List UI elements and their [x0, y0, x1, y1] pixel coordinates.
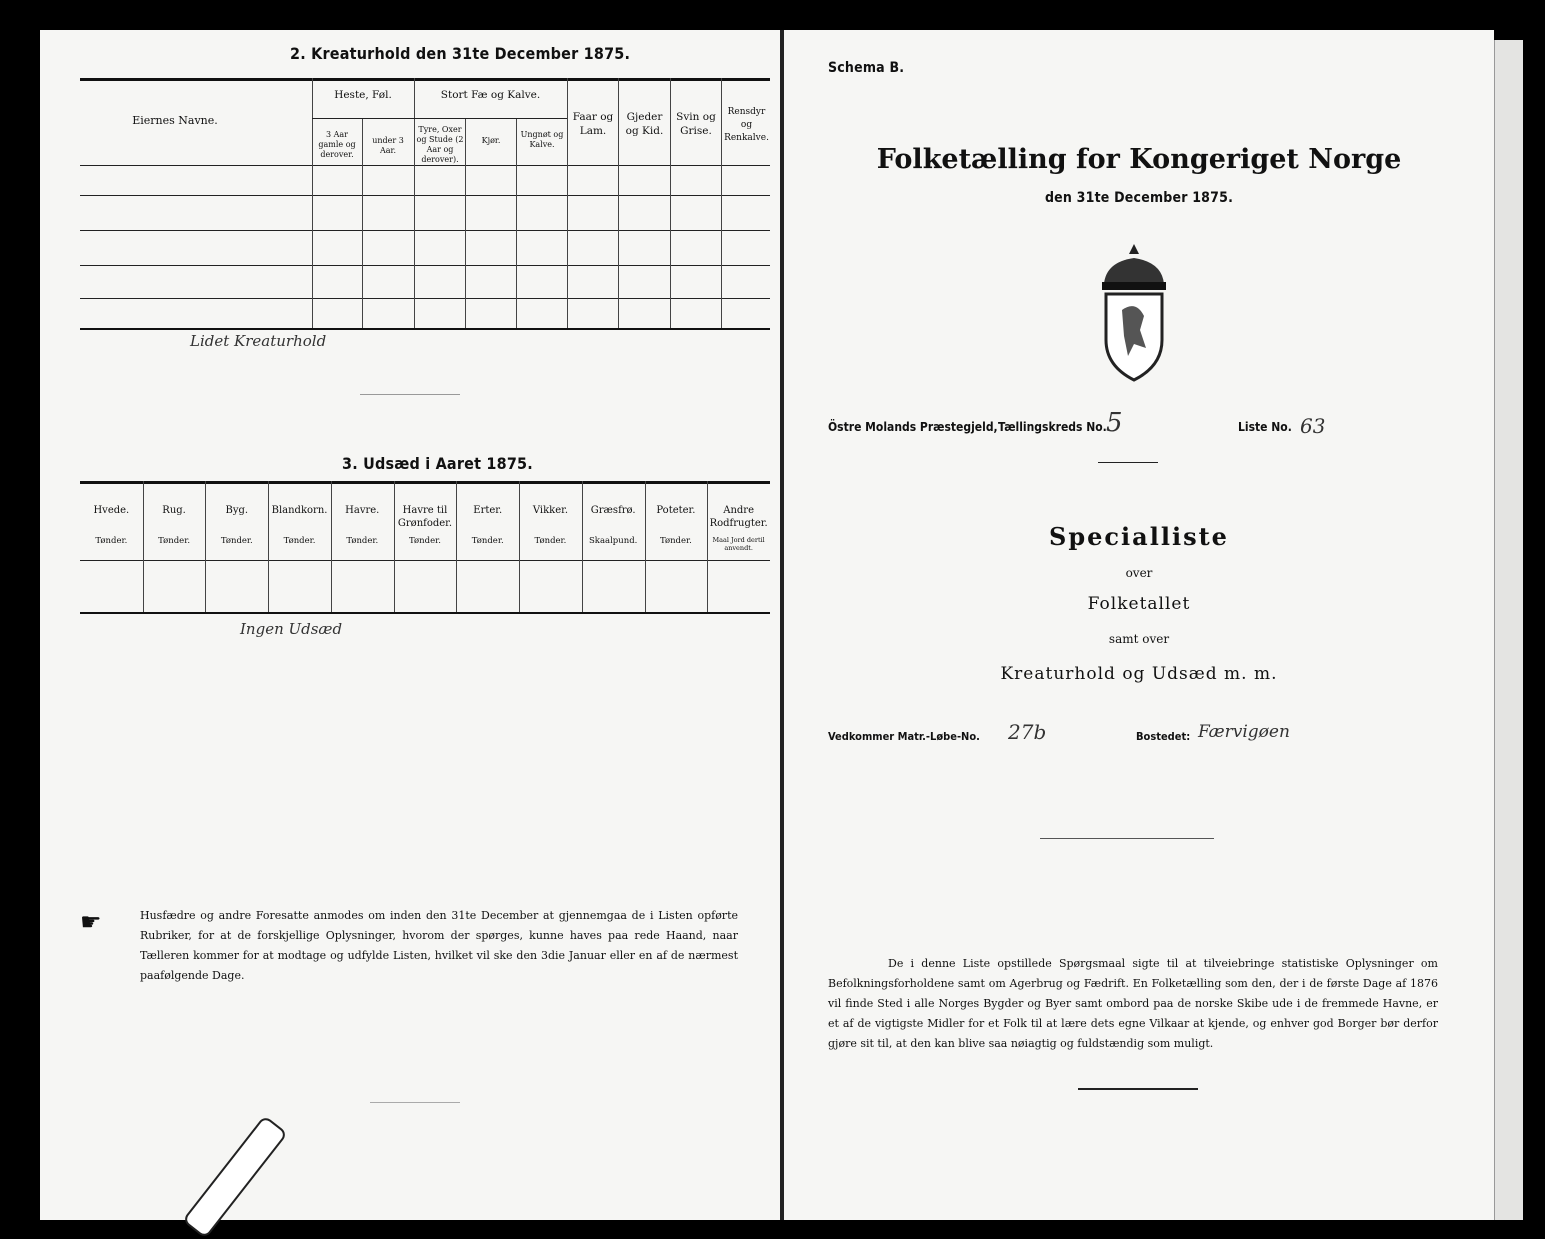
reindeer-header: Rensdyr og Renkalve.	[724, 107, 769, 143]
horses-group-header: Heste, Føl.	[334, 89, 392, 101]
sowing-col-name: Rug.	[162, 505, 186, 516]
sowing-col-name: Andre Rodfrugter.	[709, 505, 768, 529]
table3-header-rule	[80, 560, 770, 561]
matr-label: Vedkommer Matr.-Løbe-No.	[828, 730, 980, 743]
schema-label: Schema B.	[828, 60, 905, 76]
special-list-title: Specialliste	[1049, 522, 1229, 551]
sowing-col-name: Blandkorn.	[271, 505, 328, 516]
livestock-handwritten-note: Lidet Kreaturhold	[190, 332, 327, 350]
sowing-handwritten-note: Ingen Udsæd	[240, 620, 343, 638]
table2-col-line	[618, 78, 619, 328]
separator	[1098, 462, 1158, 463]
list-value: 63	[1300, 414, 1326, 438]
sowing-col-unit: Tønder.	[409, 536, 441, 546]
separator	[370, 1102, 460, 1103]
sowing-col-name: Græsfrø.	[590, 505, 636, 516]
table2-col-line	[516, 118, 517, 328]
section-2-title: 2. Kreaturhold den 31te December 1875.	[290, 44, 631, 63]
table2-col-line	[465, 118, 466, 328]
table3-col-line	[331, 481, 332, 612]
pigs-header: Svin og Grise.	[676, 111, 716, 137]
sowing-col-unit: Tønder.	[471, 536, 504, 546]
folketallet-text: Folketallet	[1087, 594, 1191, 614]
table3-col-line	[394, 481, 395, 612]
sowing-col-unit: Tønder.	[220, 536, 253, 546]
table2-group-rule	[312, 118, 567, 119]
separator	[360, 394, 460, 395]
sheep-header: Faar og Lam.	[572, 111, 614, 137]
footer-rule	[1078, 1088, 1198, 1090]
footer-text: De i denne Liste opstillede Spørgsmaal sigte til at tilveiebringe statistiske Oplysninger om Befolkningsforholdene samt om Agerbrug og Fædrift. En Folketælling som den, der i de første Dage af 1876 vil finde Sted i alle Norges Bygder og Byer samt ombord paa de norske Skibe ude i de fremmede Havne, er et af de vigtigste Midler for et Folk til at lære dets egne Vilkaar at kjende, og enhver god Borger bør derfor gjøre sit til, at den kan blive saa nøiagtig og fuldstændig som muligt.	[828, 957, 1438, 1050]
sowing-col-unit: Maal Jord dertil anvendt.	[712, 536, 765, 552]
coat-of-arms-icon	[1084, 240, 1184, 390]
table2-col-line	[362, 118, 363, 328]
table3-col-line	[645, 481, 646, 612]
sowing-col-name: Poteter.	[656, 505, 696, 516]
sowing-col-unit: Tønder.	[95, 536, 128, 546]
sowing-col-name: Havre til Grønfoder.	[397, 505, 453, 529]
cattle-group-header: Stort Fæ og Kalve.	[440, 89, 541, 101]
sowing-col-name: Hvede.	[93, 505, 130, 516]
table2-row-line	[80, 195, 770, 196]
table2-bottom-rule	[80, 328, 770, 330]
notice-text: Husfædre og andre Foresatte anmodes om inden den 31te December at gjennemgaa de i Listen opførte Rubriker, for at de forskjellige Oplysninger, hvorom der spørges, kunne haves paa rede Haand, naar Tælleren kommer for at modtage og udfylde Listen, hvilket vil ske den 3die Januar eller en af de nærmest paafølgende Dage.	[140, 909, 738, 982]
table2-col-line	[721, 78, 722, 328]
sowing-col-name: Vikker.	[532, 505, 569, 516]
list-label: Liste No.	[1238, 420, 1292, 434]
sowing-col-name: Byg.	[225, 505, 249, 516]
main-date: den 31te December 1875.	[1044, 190, 1234, 206]
table2-col-line	[567, 78, 568, 328]
table2-col-line	[312, 78, 313, 328]
matr-value: 27b	[1008, 720, 1047, 744]
table2-col-line	[670, 78, 671, 328]
table3-col-line	[519, 481, 520, 612]
section-3-title: 3. Udsæd i Aaret 1875.	[342, 454, 533, 473]
pen-icon	[182, 1115, 288, 1239]
sowing-col-unit: Tønder.	[659, 536, 692, 546]
table2-row-line	[80, 230, 770, 231]
parish-label: Östre Molands Præstegjeld,	[828, 420, 998, 434]
page-edges	[1494, 40, 1523, 1220]
table2-row-line	[80, 265, 770, 266]
bostedet-value: Færvigøen	[1198, 722, 1290, 742]
young-cattle-header: Ungnøt og Kalve.	[520, 130, 564, 149]
table2-row-line	[80, 298, 770, 299]
cows-header: Kjør.	[481, 136, 501, 145]
table3-col-line	[707, 481, 708, 612]
table2-top-rule	[80, 78, 770, 81]
sowing-col-name: Erter.	[473, 505, 503, 516]
bulls-header: Tyre, Oxer og Stude (2 Aar og derover).	[416, 125, 464, 164]
over-text: over	[1125, 566, 1153, 580]
table3-top-rule	[80, 481, 770, 484]
separator	[1040, 838, 1214, 839]
district-value: 5	[1106, 408, 1123, 438]
livestock-sowing-text: Kreaturhold og Udsæd m. m.	[1000, 664, 1278, 684]
sowing-col-unit: Skaalpund.	[588, 536, 638, 546]
table3-col-line	[205, 481, 206, 612]
goats-header: Gjeder og Kid.	[625, 111, 664, 137]
bostedet-label: Bostedet:	[1136, 730, 1191, 743]
table3-bottom-rule	[80, 612, 770, 614]
samt-over-text: samt over	[1108, 632, 1170, 646]
table3-col-line	[582, 481, 583, 612]
sowing-col-name: Havre.	[345, 505, 380, 516]
sowing-col-unit: Tønder.	[283, 536, 316, 546]
table3-col-line	[268, 481, 269, 612]
sowing-col-unit: Tønder.	[158, 536, 191, 546]
pointing-hand-icon: ☛	[80, 908, 102, 936]
sowing-col-unit: Tønder.	[534, 536, 567, 546]
sowing-col-unit: Tønder.	[346, 536, 379, 546]
horses-under3-header: under 3 Aar.	[372, 136, 404, 155]
district-label: Tællingskreds No.	[998, 420, 1107, 434]
horses-3yr-header: 3 Aar gamle og derover.	[318, 130, 356, 159]
table3-col-line	[143, 481, 144, 612]
right-page	[784, 30, 1494, 1220]
table2-col-line	[414, 78, 415, 328]
owner-names-header: Eiernes Navne.	[132, 114, 218, 127]
main-title: Folketælling for Kongeriget Norge	[876, 144, 1402, 175]
table2-header-rule	[80, 165, 770, 166]
table3-col-line	[456, 481, 457, 612]
left-page	[40, 30, 782, 1220]
